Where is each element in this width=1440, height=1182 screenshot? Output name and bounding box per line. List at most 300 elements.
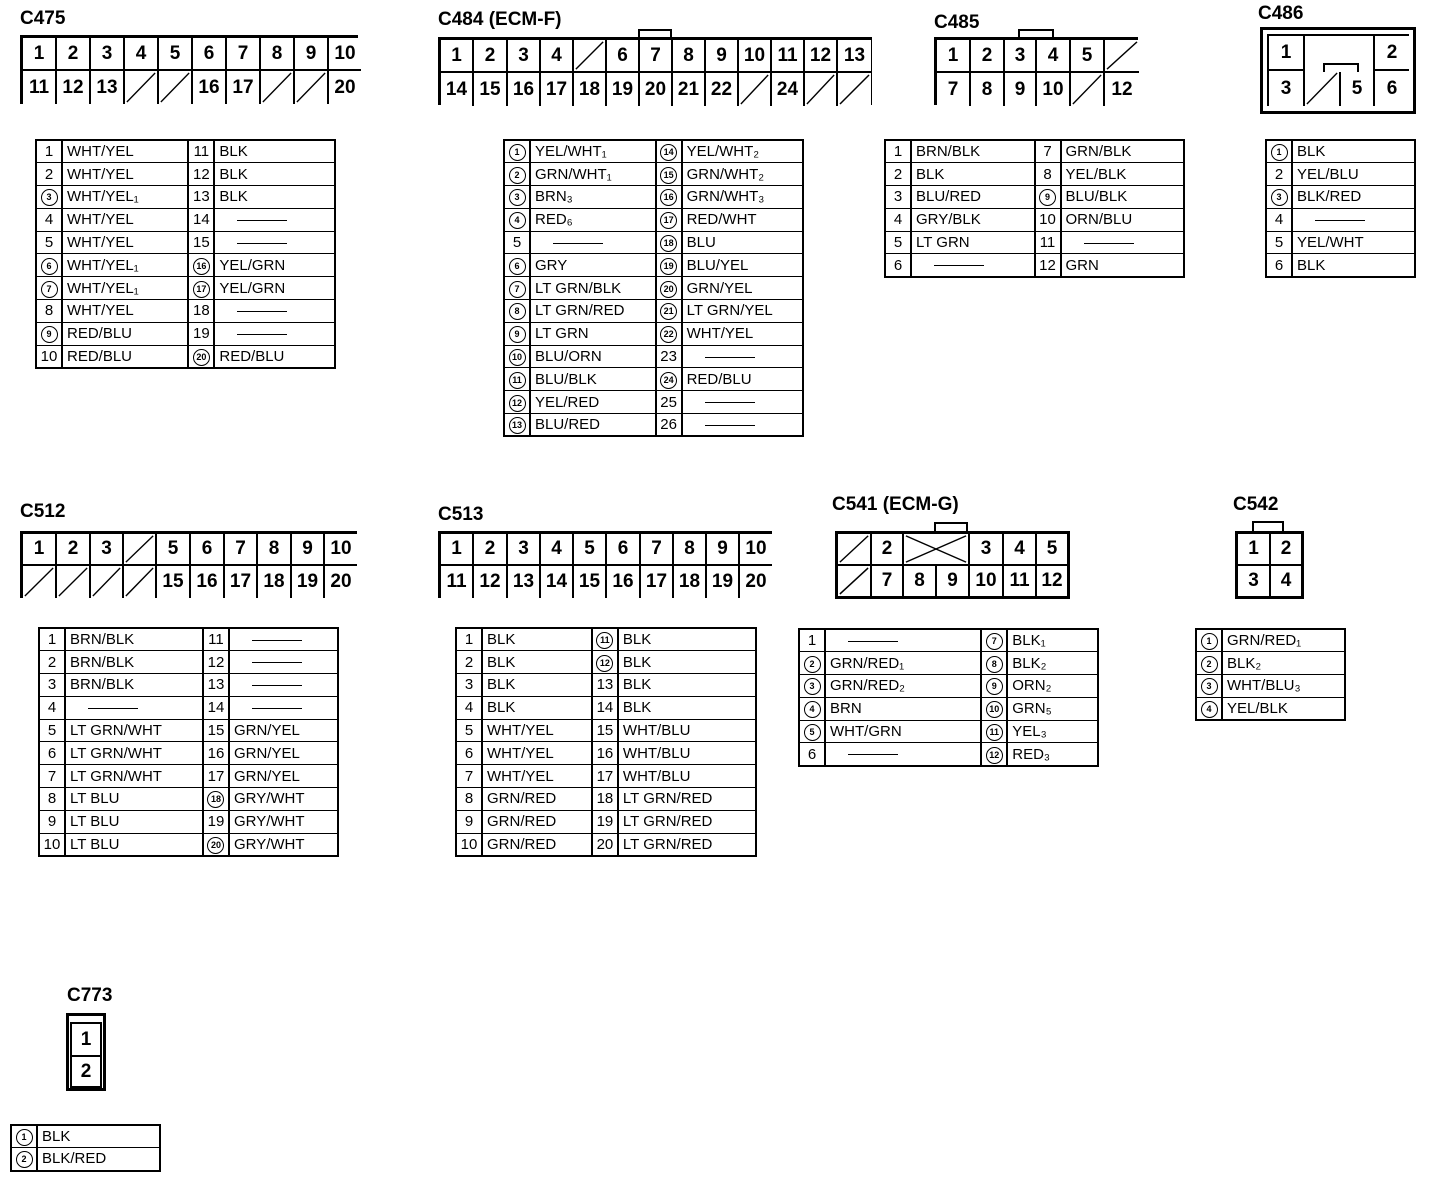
pin-number: 2 [36, 163, 62, 186]
pin-cavity: 15 [157, 566, 191, 598]
pin-number: 3 [1196, 675, 1222, 698]
pin-cavity: 18 [258, 566, 292, 598]
pin-number: 3 [885, 186, 911, 209]
pin-number: 5 [885, 231, 911, 254]
pin-number: 9 [1035, 186, 1061, 209]
pin-cavity: 10 [325, 534, 357, 566]
pin-cavity-blank [57, 566, 91, 598]
no-wire-dash [934, 265, 984, 266]
wire-table [455, 627, 757, 857]
wire-color: BRN/BLK [911, 140, 1035, 163]
pin-number: 18 [203, 788, 229, 811]
pin-cavity: 13 [508, 566, 541, 598]
table-row [39, 696, 338, 719]
pin-number: 5 [799, 720, 825, 743]
wire-color: GRN/YEL [682, 277, 803, 300]
connector-face [1267, 34, 1409, 106]
pin-cavity: 10 [740, 534, 772, 566]
wire-color: RED/BLU [62, 345, 188, 368]
wire-color: GRN/YEL [229, 765, 338, 788]
wire-unused [229, 674, 338, 697]
pin-number: 15 [203, 719, 229, 742]
wire-color: LT GRN [530, 322, 656, 345]
pin-cavity: 20 [740, 566, 772, 598]
wire-color: BLK [911, 163, 1035, 186]
wire-color: BRN/BLK [65, 628, 203, 651]
pin-number: 8 [504, 300, 530, 323]
wire-color: BLK/RED [37, 1148, 160, 1171]
wire-color: YEL/WHT₂ [682, 140, 803, 163]
connector-latch [1323, 63, 1359, 72]
pin-number: 4 [1266, 208, 1292, 231]
wire-color: BLK₂ [1007, 652, 1098, 675]
pin-number: 4 [885, 208, 911, 231]
wire-color: YEL/WHT₁ [530, 140, 656, 163]
pin-number: 17 [203, 765, 229, 788]
pin-number: 16 [656, 186, 682, 209]
wire-unused [911, 254, 1035, 277]
table-row [39, 810, 338, 833]
pin-cavity: 14 [541, 566, 574, 598]
pin-number: 1 [36, 140, 62, 163]
pin-cavity: 17 [225, 566, 258, 598]
pin-number: 2 [39, 651, 65, 674]
pin-cavity: 2 [474, 534, 508, 566]
table-row [885, 163, 1184, 186]
pin-number: 11 [1035, 231, 1061, 254]
pin-number: 16 [592, 742, 618, 765]
wire-color: WHT/YEL₁ [62, 186, 188, 209]
table-row [456, 765, 756, 788]
pin-cavity-blank [1071, 73, 1105, 106]
wire-color: YEL/GRN [214, 254, 335, 277]
no-wire-dash [705, 357, 755, 358]
wire-color: BLK [214, 186, 335, 209]
pin-cavity: 14 [441, 73, 474, 106]
wire-color: WHT/YEL₁ [62, 277, 188, 300]
connector-title: C475 [20, 8, 66, 29]
wire-color: YEL/BLK [1061, 163, 1185, 186]
pin-number: 20 [188, 345, 214, 368]
pin-cavity: 2 [474, 40, 508, 73]
pin-cavity: 5 [159, 38, 193, 71]
pin-cavity: 16 [193, 71, 227, 104]
table-row [504, 322, 803, 345]
wire-color: BLK [482, 696, 592, 719]
wire-color: GRN/RED [482, 810, 592, 833]
table-row [799, 629, 1098, 652]
pin-number: 19 [203, 810, 229, 833]
table-row [11, 1148, 160, 1171]
wire-color: GRN/WHT₁ [530, 163, 656, 186]
pin-number: 2 [504, 163, 530, 186]
wire-color: GRY/WHT [229, 810, 338, 833]
wire-unused [214, 322, 335, 345]
pin-cavity: 15 [574, 566, 607, 598]
pin-cavity: 8 [904, 566, 937, 596]
pin-cavity: 7 [227, 38, 261, 71]
pin-cavity: 6 [193, 38, 227, 71]
pin-number: 15 [656, 163, 682, 186]
pin-cavity: 3 [91, 534, 124, 566]
pin-cavity: 6 [607, 534, 641, 566]
pin-cavity-blank [159, 71, 193, 104]
pin-number: 17 [656, 208, 682, 231]
table-row [36, 254, 335, 277]
wire-color: GRN [1061, 254, 1185, 277]
pin-cavity: 6 [1375, 71, 1409, 106]
pin-number: 2 [1266, 163, 1292, 186]
pin-number: 11 [188, 140, 214, 163]
pin-cavity: 9 [937, 566, 970, 596]
pin-number: 5 [39, 719, 65, 742]
pin-cavity: 9 [292, 534, 325, 566]
pin-cavity: 4 [1271, 566, 1301, 596]
pin-number: 3 [39, 674, 65, 697]
pin-number: 1 [11, 1125, 37, 1148]
pin-cavity: 11 [23, 71, 57, 104]
wire-color: GRN/WHT₂ [682, 163, 803, 186]
pin-cavity: 16 [191, 566, 225, 598]
pin-cavity: 11 [1004, 566, 1037, 596]
wire-color: YEL₃ [1007, 720, 1098, 743]
wire-color: GRN₅ [1007, 697, 1098, 720]
wire-unused [682, 391, 803, 414]
wire-unused [1292, 208, 1415, 231]
table-row [504, 186, 803, 209]
no-wire-dash [237, 243, 287, 244]
pin-cavity: 1 [937, 40, 971, 73]
pin-number: 16 [188, 254, 214, 277]
wire-color: BLU/YEL [682, 254, 803, 277]
table-row [36, 163, 335, 186]
pin-cavity: 1 [441, 40, 474, 73]
wire-color: BLK [618, 674, 756, 697]
pin-number: 7 [456, 765, 482, 788]
wire-color: GRN/YEL [229, 719, 338, 742]
wire-color: LT GRN/RED [618, 788, 756, 811]
pin-number: 12 [203, 651, 229, 674]
pin-cavity: 8 [674, 534, 707, 566]
table-row [504, 414, 803, 437]
pin-number: 20 [592, 833, 618, 856]
table-row [456, 810, 756, 833]
wire-color: LT GRN/WHT [65, 765, 203, 788]
pin-number: 15 [592, 719, 618, 742]
pin-cavity-blank [739, 73, 772, 106]
pin-cavity: 4 [1037, 40, 1071, 73]
pin-cavity-blank [261, 71, 295, 104]
connector-title: C513 [438, 504, 484, 525]
pin-number: 6 [799, 743, 825, 766]
pin-number: 10 [981, 697, 1007, 720]
pin-cavity: 19 [607, 73, 640, 106]
pin-number: 8 [981, 652, 1007, 675]
wire-color: ORN/BLU [1061, 208, 1185, 231]
pin-cavity: 3 [970, 534, 1004, 566]
pin-cavity: 7 [641, 534, 674, 566]
wire-color: RED/WHT [682, 208, 803, 231]
wire-table [503, 139, 804, 437]
pin-number: 7 [504, 277, 530, 300]
table-row [39, 628, 338, 651]
table-row [885, 231, 1184, 254]
table-row [36, 277, 335, 300]
pin-number: 9 [39, 810, 65, 833]
pin-number: 9 [36, 322, 62, 345]
pin-cavity-blank [124, 534, 157, 566]
pin-number: 18 [592, 788, 618, 811]
wire-color: WHT/YEL [682, 322, 803, 345]
pin-number: 8 [456, 788, 482, 811]
pin-cavity: 5 [574, 534, 607, 566]
wire-unused [530, 231, 656, 254]
pin-number: 13 [188, 186, 214, 209]
table-row [1266, 140, 1415, 163]
table-row [39, 765, 338, 788]
wire-color: WHT/GRN [825, 720, 981, 743]
connector-title: C486 [1258, 3, 1304, 24]
pin-number: 12 [981, 743, 1007, 766]
pin-cavity-blank [1105, 40, 1139, 73]
wire-color: BLU/ORN [530, 345, 656, 368]
wire-color: GRY/WHT [229, 833, 338, 856]
pin-cavity: 8 [258, 534, 292, 566]
wire-color: BLK [482, 674, 592, 697]
pin-number: 13 [592, 674, 618, 697]
wire-unused [214, 231, 335, 254]
pin-cavity: 4 [125, 38, 159, 71]
pin-cavity: 12 [1037, 566, 1067, 596]
pin-cavity: 13 [838, 40, 871, 73]
no-wire-dash [1084, 243, 1134, 244]
pin-number: 14 [592, 696, 618, 719]
pin-number: 6 [885, 254, 911, 277]
pin-cavity: 2 [57, 534, 91, 566]
pin-cavity: 18 [574, 73, 607, 106]
pin-number: 13 [504, 414, 530, 437]
pin-cavity: 1 [23, 38, 57, 71]
pin-number: 26 [656, 414, 682, 437]
pin-number: 19 [656, 254, 682, 277]
pin-number: 4 [1196, 697, 1222, 720]
table-row [504, 391, 803, 414]
wire-color: YEL/RED [530, 391, 656, 414]
wire-color: WHT/YEL [62, 163, 188, 186]
pin-cavity: 24 [772, 73, 805, 106]
pin-cavity: 2 [72, 1057, 100, 1086]
pin-number: 22 [656, 322, 682, 345]
pin-cavity: 3 [1005, 40, 1037, 73]
pin-number: 5 [1266, 231, 1292, 254]
pin-cavity-blank [295, 71, 329, 104]
table-row [456, 742, 756, 765]
pin-cavity: 3 [1238, 566, 1271, 596]
wire-color: BLK [214, 140, 335, 163]
no-wire-dash [237, 220, 287, 221]
table-row [504, 300, 803, 323]
pin-cavity-blank [91, 566, 124, 598]
pin-cavity: 10 [739, 40, 772, 73]
pin-number: 11 [504, 368, 530, 391]
table-row [36, 208, 335, 231]
wire-table [38, 627, 339, 857]
pin-number: 1 [799, 629, 825, 652]
pin-number: 3 [504, 186, 530, 209]
wire-color: BLK [1292, 140, 1415, 163]
pin-cavity: 2 [57, 38, 91, 71]
wire-unused [229, 651, 338, 674]
pin-cavity: 1 [1238, 534, 1271, 566]
pin-number: 7 [36, 277, 62, 300]
pin-cavity: 8 [971, 73, 1005, 106]
table-row [504, 345, 803, 368]
pin-cavity: 1 [1269, 36, 1305, 71]
wire-color: BLK₁ [1007, 629, 1098, 652]
pin-cavity: 12 [805, 40, 838, 73]
table-row [1196, 652, 1345, 675]
table-row [799, 652, 1098, 675]
wire-color: YEL/WHT [1292, 231, 1415, 254]
wire-color: GRY/WHT [229, 788, 338, 811]
table-row [39, 674, 338, 697]
pin-cavity: 6 [191, 534, 225, 566]
wire-unused [65, 696, 203, 719]
wire-color: LT BLU [65, 833, 203, 856]
pin-cavity: 17 [641, 566, 674, 598]
wire-color: GRN/RED₁ [1222, 629, 1345, 652]
wire-color: ORN₂ [1007, 675, 1098, 698]
pin-cavity: 7 [937, 73, 971, 106]
pin-number: 20 [203, 833, 229, 856]
pin-number: 19 [188, 322, 214, 345]
table-row [456, 719, 756, 742]
wire-color: BLK [482, 628, 592, 651]
wire-color: WHT/YEL [62, 208, 188, 231]
table-row [885, 208, 1184, 231]
pin-number: 25 [656, 391, 682, 414]
pin-cavity: 5 [1341, 71, 1375, 106]
pin-number: 5 [504, 231, 530, 254]
wire-unused [229, 696, 338, 719]
table-row [36, 345, 335, 368]
table-row [36, 300, 335, 323]
wire-color: GRN/RED₁ [825, 652, 981, 675]
wire-table [35, 139, 336, 369]
table-row [504, 140, 803, 163]
table-row [1196, 629, 1345, 652]
no-wire-dash [237, 311, 287, 312]
wire-color: LT GRN/RED [618, 810, 756, 833]
table-row [36, 231, 335, 254]
wire-table [798, 628, 1099, 767]
wire-color: BLK [618, 696, 756, 719]
pin-cavity: 9 [1005, 73, 1037, 106]
wire-color: RED₆ [530, 208, 656, 231]
pin-number: 11 [592, 628, 618, 651]
pin-cavity: 4 [1004, 534, 1037, 566]
table-row [1196, 675, 1345, 698]
table-row [39, 651, 338, 674]
pin-number: 13 [203, 674, 229, 697]
wire-color: BLK [1292, 254, 1415, 277]
table-row [39, 788, 338, 811]
wire-color: BRN/BLK [65, 674, 203, 697]
pin-cavity-blank [838, 534, 872, 566]
pin-number: 12 [504, 391, 530, 414]
pin-cavity: 13 [91, 71, 125, 104]
wire-table [1265, 139, 1416, 278]
table-row [799, 743, 1098, 766]
pin-number: 14 [656, 140, 682, 163]
pin-number: 1 [1196, 629, 1222, 652]
pin-number: 6 [456, 742, 482, 765]
pin-number: 1 [39, 628, 65, 651]
table-row [799, 675, 1098, 698]
connector-face [835, 531, 1070, 599]
pin-number: 1 [1266, 140, 1292, 163]
wire-color: BLK/RED [1292, 186, 1415, 209]
pin-number: 5 [36, 231, 62, 254]
wire-color: RED/BLU [214, 345, 335, 368]
pin-number: 8 [36, 300, 62, 323]
pin-cavity: 7 [225, 534, 258, 566]
pin-cavity-blank [124, 566, 157, 598]
pin-number: 17 [188, 277, 214, 300]
pin-cavity: 21 [673, 73, 706, 106]
table-row [885, 186, 1184, 209]
no-wire-dash [848, 641, 898, 642]
table-row [39, 833, 338, 856]
pin-cavity: 9 [707, 534, 740, 566]
wire-color: WHT/YEL [482, 719, 592, 742]
pin-cavity: 3 [508, 40, 541, 73]
pin-cavity: 1 [72, 1024, 100, 1057]
wire-color: WHT/BLU [618, 742, 756, 765]
pin-number: 10 [36, 345, 62, 368]
pin-number: 1 [885, 140, 911, 163]
pin-cavity: 5 [1037, 534, 1067, 566]
table-row [39, 719, 338, 742]
pin-cavity: 11 [772, 40, 805, 73]
wire-color: LT GRN/RED [530, 300, 656, 323]
wire-color: BRN₃ [530, 186, 656, 209]
pin-cavity: 1 [23, 534, 57, 566]
wire-table [884, 139, 1185, 278]
pin-cavity-blank [805, 73, 838, 106]
pin-number: 6 [504, 254, 530, 277]
table-row [1266, 231, 1415, 254]
pin-cavity: 18 [674, 566, 707, 598]
wire-color: BLU [682, 231, 803, 254]
pin-number: 3 [799, 675, 825, 698]
pin-cavity: 2 [1375, 36, 1409, 71]
wire-color: BLK [37, 1125, 160, 1148]
pin-cavity: 20 [640, 73, 673, 106]
pin-cavity: 20 [325, 566, 357, 598]
wire-color: GRN/YEL [229, 742, 338, 765]
table-row [36, 322, 335, 345]
pin-cavity: 17 [541, 73, 574, 106]
pin-cavity: 10 [1037, 73, 1071, 106]
no-wire-dash [237, 334, 287, 335]
pin-cavity: 15 [474, 73, 508, 106]
pin-cavity: 2 [971, 40, 1005, 73]
pin-cavity: 17 [227, 71, 261, 104]
no-wire-dash [252, 640, 302, 641]
table-row [799, 697, 1098, 720]
wire-unused [229, 628, 338, 651]
